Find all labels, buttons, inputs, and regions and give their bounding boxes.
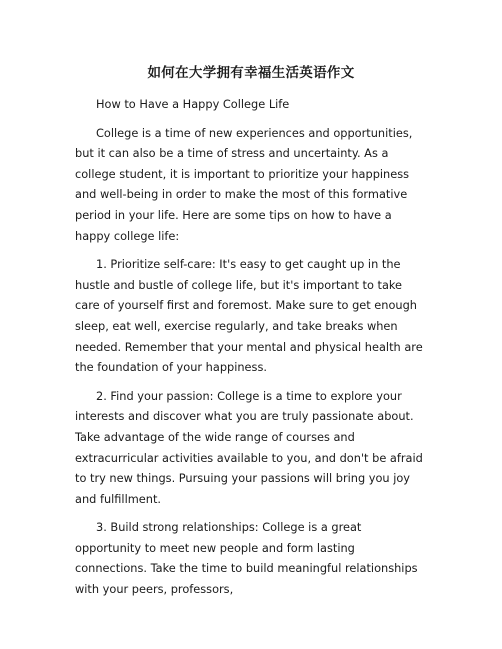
paragraph-tip-self-care: 1. Prioritize self-care: It's easy to get caught up in the hustle and bustle of college life, but it's important to take care of yourself first and foremost. Make sure to get enough sleep, eat well, exercise regularly, and take breaks when needed. Remember that your mental and physical health are the foundation of your happiness.: [75, 257, 423, 375]
paragraph-intro: College is a time of new experiences and opportunities, but it can also be a time of stress and uncertainty. As a college student, it is important to prioritize your happiness and well-being in order to make the most of this formative period in your life. Here are some tips on how to have a happy college life:: [75, 125, 413, 243]
document-body: [75, 94, 429, 608]
document-title: 如何在大学拥有幸福生活英语作文: [147, 65, 355, 81]
paragraph-tip-passion: 2. Find your passion: College is a time to explore your interests and discover what you are truly passionate about. Take advantage of the wide range of courses and extracurricular activities available to you, and don't be afraid to try new things. Pursuing your passions will bring you joy and fulfillment.: [75, 388, 423, 506]
paragraph-tip-relationships: 3. Build strong relationships: College is a great opportunity to meet new people and form lasting connections. Take the time to build meaningful relationships with your peers, professors,: [75, 520, 418, 597]
essay-subtitle: How to Have a Happy College Life: [96, 97, 290, 111]
